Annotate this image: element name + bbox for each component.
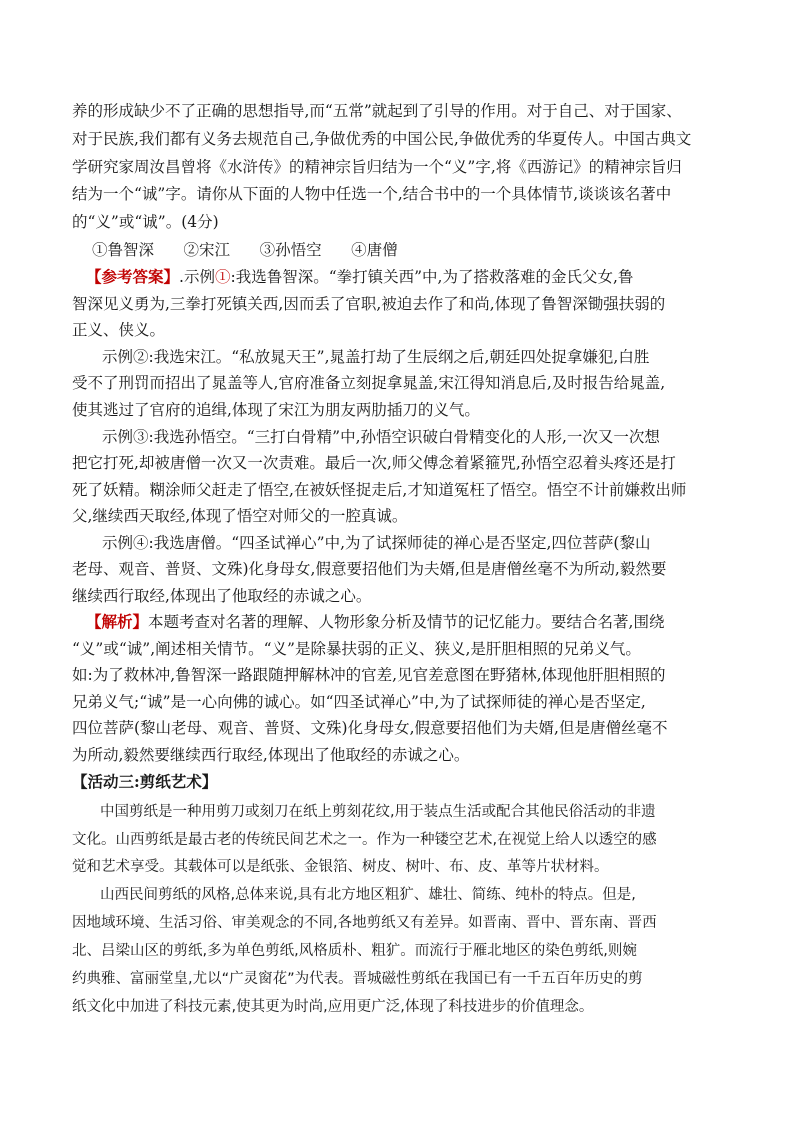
answer-line: 受不了刑罚而招出了晁盖等人,官府准备立刻捉拿晁盖,宋江得知消息后,及时报告给晁盖, [72,374,666,392]
analysis-label: 【解析】 [86,612,149,631]
question-line: 对于民族,我们都有义务去规范自己,争做优秀的中国公民,争做优秀的华夏传人。中国古典文 [72,130,692,148]
answer-line: 示例②:我选宋江。“私放晁天王”,晁盖打劫了生辰纲之后,朝廷四处捉拿嫌犯,白胜 [102,348,650,366]
analysis-line: 如:为了救林冲,鲁智深一路跟随押解林冲的官差,见官差意图在野猪林,体现他肝胆相照的 [72,666,666,684]
answer-line: 把它打死,却被唐僧一次又一次责难。最后一次,师父傅念着紧箍咒,孙悟空忍着头疼还是打 [72,454,676,472]
answer-line: 死了妖精。糊涂师父赶走了悟空,在被妖怪捉走后,才知道冤枉了悟空。悟空不计前嫌救出师 [72,481,687,499]
passage-line: 文化。山西剪纸是最古老的传统民间艺术之一。作为一种镂空艺术,在视觉上给人以透空的感 [72,832,657,848]
passage-line: 约典雅、富丽堂皇,尤以“广灵窗花”为代表。晋城磁性剪纸在我国已有一千五百年历史的剪 [72,971,643,987]
section-title: 【活动三:剪纸艺术】 [72,772,218,791]
answer-line: 使其逃过了官府的追缉,体现了宋江为朋友两肋插刀的义气。 [72,401,480,419]
answer-example-number: ① [214,268,231,286]
answer-first-line [86,267,633,287]
passage-line: 觉和艺术享受。其载体可以是纸张、金银箔、树皮、树叶、布、皮、革等片状材料。 [72,859,609,875]
answer-line: 智深见义勇为,三拳打死镇关西,因而丢了官职,被迫去作了和尚,体现了鲁智深锄强扶弱的 [72,295,666,313]
question-line: 的“义”或“诚”。(4分) [72,213,219,231]
passage-line: 纸文化中加进了科技元素,使其更为时尚,应用更广泛,体现了科技进步的价值理念。 [72,999,594,1015]
answer-line: 继续西行取经,体现出了他取经的赤诚之心。 [72,587,372,605]
passage-line: 中国剪纸是一种用剪刀或刻刀在纸上剪刻花纹,用于装点生活或配合其他民俗活动的非遗 [100,804,656,820]
analysis-line: 为所动,毅然要继续西行取经,体现出了他取经的赤诚之心。 [72,746,470,764]
analysis-first-line [86,612,664,632]
answer-line: 父,继续西天取经,体现了悟空对师父的一腔真诚。 [72,507,408,525]
answer-prefix: .示例 [179,268,215,286]
question-line: 学研究家周汝昌曾将《水浒传》的精神宗旨归结为一个“义”字,将《西游记》的精神宗旨归 [72,158,682,176]
passage-line: 北、吕梁山区的剪纸,多为单色剪纸,风格质朴、粗犷。而流行于雁北地区的染色剪纸,则婉 [72,943,637,959]
answer-line: 正义、侠义。 [72,321,166,339]
analysis-line: 四位菩萨(黎山老母、观音、普贤、文殊)化身母女,假意要招他们为夫婿,但是唐僧丝毫不 [72,719,668,737]
passage-line: 因地域环境、生活习俗、审美观念的不同,各地剪纸又有差异。如晋南、晋中、晋东南、晋西 [72,915,657,931]
analysis-line: “义”或“诚”,阐述相关情节。“义”是除暴扶弱的正义、狭义,是肝胆相照的兄弟义气。 [72,640,641,658]
answer-label: 【参考答案】 [86,267,180,286]
character-options: ①鲁智深 ②宋江 ③孙悟空 ④唐僧 [92,241,398,259]
analysis-text: 本题考查对名著的理解、人物形象分析及情节的记忆能力。要结合名著,围绕 [148,613,665,631]
answer-line: 示例③:我选孙悟空。“三打白骨精”中,孙悟空识破白骨精变化的人形,一次又一次想 [102,428,660,446]
answer-text: :我选鲁智深。“拳打镇关西”中,为了搭救落难的金氏父女,鲁 [230,268,634,286]
analysis-line: 兄弟义气;“诚”是一心向佛的诚心。如“四圣试禅心”中,为了试探师徒的禅心是否坚定, [72,693,646,711]
answer-line: 示例④:我选唐僧。“四圣试禅心”中,为了试探师徒的禅心是否坚定,四位菩萨(黎山 [102,534,651,552]
answer-line: 老母、观音、普贤、文殊)化身母女,假意要招他们为夫婿,但是唐僧丝毫不为所动,毅然要 [72,560,667,578]
passage-line: 山西民间剪纸的风格,总体来说,具有北方地区粗犷、雄壮、简练、纯朴的特点。但是, [100,887,636,903]
question-line: 养的形成缺少不了正确的思想指导,而“五常”就起到了引导的作用。对于自己、对于国家、 [72,102,682,120]
question-line: 结为一个“诚”字。请你从下面的人物中任选一个,结合书中的一个具体情节,谈谈该名著中 [72,185,672,203]
